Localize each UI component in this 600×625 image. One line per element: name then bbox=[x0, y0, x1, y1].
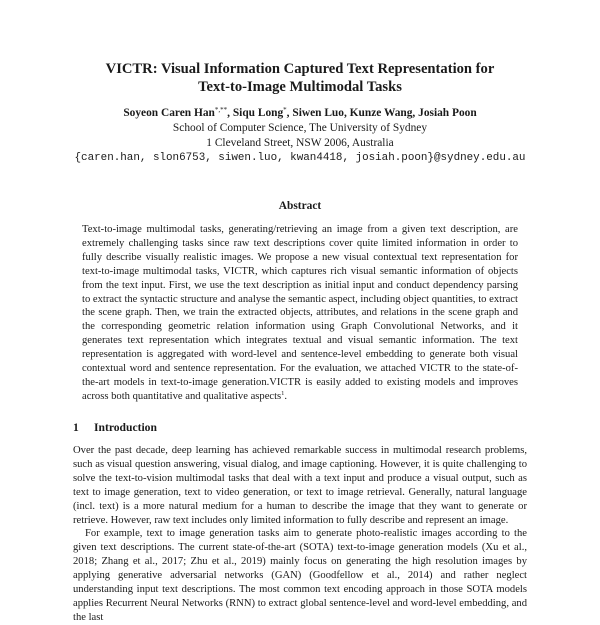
author-1: Soyeon Caren Han bbox=[123, 107, 215, 119]
abstract-end: . bbox=[284, 390, 288, 402]
author-names: Soyeon Caren Han*,**, Siqu Long*, Siwen Luo, Kunze Wang, Josiah Poon bbox=[123, 106, 477, 119]
other-authors: Siwen Luo, Kunze Wang, Josiah Poon bbox=[292, 107, 477, 119]
author-emails: {caren.han, slon6753, siwen.luo, kwan4418, josiah.poon}@sydney.edu.au bbox=[74, 152, 526, 164]
paragraph: Over the past decade, deep learning has achieved remarkable success in multimodal research problems, such as visual question answering, visual dialog, and image captioning. However, it is quite challenging to solve the text-to-vision multimodal tasks that deal with a text input and produce a visual output, such as text to image generation, text to video generation, or text to image retrieval. Generally, natural language (incl. text) is a more natural medium for a human to describe the image that they want to generate or retrieve. However, raw text includes only limited information to fully describe and represent an image. bbox=[73, 445, 527, 526]
abstract-text bbox=[82, 223, 518, 404]
title-line-2: Text-to-Image Multimodal Tasks bbox=[198, 79, 402, 95]
abstract-body: Text-to-image multimodal tasks, generating/retrieving an image from a given text description, are extremely challenging tasks since raw text descriptions cover quite limited information in order to fully describe visually realistic images. We propose a new visual contextual text representation for text-to-image multimodal tasks, VICTR, which captures rich visual semantic information of objects from the text input. First, we use the text description as initial input and conduct dependency parsing to extract the syntactic structure and analyse the semantic aspect, including object quantities, to extract the scene graph. Then, we train the extracted objects, attributes, and relations in the scene graph and the corresponding geometric relation information using Graph Convolutional Networks, and it generates text representation which integrates textual and visual semantic information. The text representation is aggregated with word-level and sentence-level embedding to generate both visual contextual word and sentence representation. For the evaluation, we attached VICTR to the state-of-the-art models in text-to-image generation.VICTR is easily added to existing models and improves across both quantitative and qualitative aspects bbox=[82, 224, 518, 402]
address: 1 Cleveland Street, NSW 2006, Australia bbox=[206, 137, 394, 149]
paragraph: For example, text to image generation tasks aim to generate photo-realistic images according to the given text descriptions. The current state-of-the-art (SOTA) text-to-image generation models (Xu et al., 2018; Zhang et al., 2017; Zhu et al., 2019) mainly focus on generating the high resolution images by applying generative adversarial networks (GAN) (Goodfellow et al., 2014) and rather neglect understanding input text descriptions. The most common text encoding approach in those SOTA models applies Recurrent Neural Networks (RNN) to extract global sentence-level and word-level embedding, and the last bbox=[73, 528, 527, 623]
author-2-mark: * bbox=[283, 106, 287, 114]
author-block bbox=[0, 106, 600, 166]
section-title: Introduction bbox=[94, 421, 157, 434]
title-line-1: VICTR: Visual Information Captured Text Representation for bbox=[105, 61, 495, 77]
introduction-body bbox=[73, 444, 527, 625]
author-1-mark: *,** bbox=[214, 106, 228, 114]
author-2: Siqu Long bbox=[232, 107, 284, 119]
section-number: 1 bbox=[73, 421, 79, 434]
footnote-mark: 1 bbox=[281, 389, 285, 397]
section-heading-introduction bbox=[73, 421, 157, 434]
abstract-heading: Abstract bbox=[278, 200, 322, 212]
paper-title bbox=[0, 60, 600, 96]
affiliation: School of Computer Science, The University of Sydney bbox=[172, 122, 428, 134]
